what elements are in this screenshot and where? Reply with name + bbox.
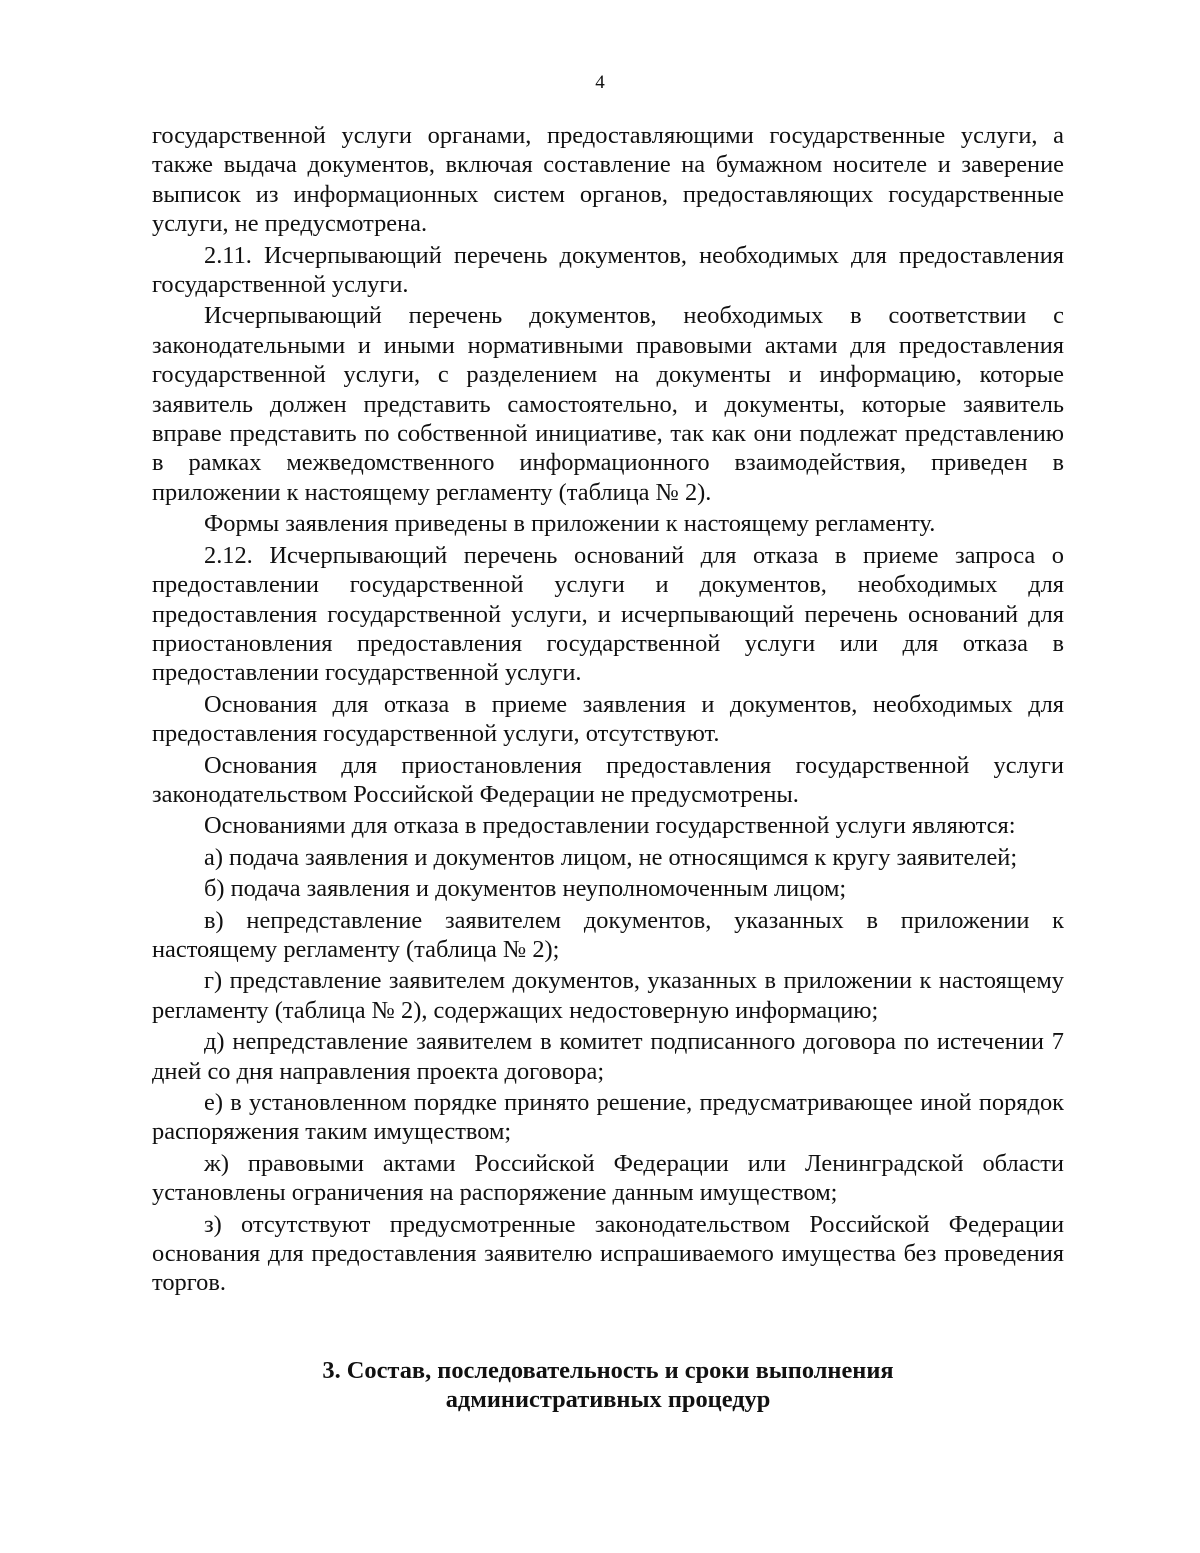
list-item: е) в установленном порядке принято решение, предусматривающее иной порядок распоряжения таким имуществом;: [152, 1089, 1064, 1146]
heading-line: 3. Состав, последовательность и сроки выполнения: [322, 1357, 894, 1384]
document-body: [152, 121, 1064, 1298]
paragraph: Основания для приостановления предоставления государственной услуги законодательством Российской Федерации не предусмотрены.: [152, 751, 1064, 808]
list-item: з) отсутствуют предусмотренные законодательством Российской Федерации основания для предоставления заявителю испрашиваемого имущества без проведения торгов.: [152, 1210, 1064, 1297]
paragraph: Формы заявления приведены в приложении к настоящему регламенту.: [204, 510, 936, 538]
list-item: д) непредставление заявителем в комитет подписанного договора по истечении 7 дней со дня направления проекта договора;: [152, 1028, 1064, 1085]
paragraph: Исчерпывающий перечень документов, необходимых в соответствии с законодательными и иными нормативными правовыми актами для предоставления государственной услуги, с разделением на документы и информацию, которые заявитель должен представить самостоятельно, и документы, которые заявитель вправе представить по собственной инициативе, так как они подлежат представлению в рамках межведомственного информационного взаимодействия, приведен в приложении к настоящему регламенту (таблица № 2).: [152, 302, 1064, 506]
list-item: б) подача заявления и документов неуполномоченным лицом;: [204, 875, 847, 903]
paragraph: Основаниями для отказа в предоставлении государственной услуги являются:: [204, 812, 1016, 840]
list-item: г) представление заявителем документов, указанных в приложении к настоящему регламенту (таблица № 2), содержащих недостоверную информацию;: [152, 967, 1064, 1024]
section-2-12-title: 2.12. Исчерпывающий перечень оснований для отказа в приеме запроса о предоставлении государственной услуги и документов, необходимых для предоставления государственной услуги, и исчерпывающий перечень оснований для приостановления предоставления государственной услуги или для отказа в предоставлении государственной услуги.: [152, 541, 1064, 687]
list-item: ж) правовыми актами Российской Федерации или Ленинградской области установлены ограничения на распоряжение данным имуществом;: [152, 1149, 1064, 1207]
section-3-heading: [152, 1356, 1064, 1415]
section-2-11-title: 2.11. Исчерпывающий перечень документов, необходимых для предоставления государственной услуги.: [152, 241, 1064, 299]
page-number: 4: [595, 72, 605, 93]
paragraph: Основания для отказа в приеме заявления и документов, необходимых для предоставления государственной услуги, отсутствуют.: [152, 690, 1064, 748]
list-item: в) непредставление заявителем документов, указанных в приложении к настоящему регламенту (таблица № 2);: [152, 906, 1064, 963]
list-item: а) подача заявления и документов лицом, не относящимся к кругу заявителей;: [204, 843, 1018, 871]
paragraph: государственной услуги органами, предоставляющими государственные услуги, а также выдача документов, включая составление на бумажном носителе и заверение выписок из информационных систем органов, предоставляющих государственные услуги, не предусмотрена.: [152, 122, 1064, 238]
heading-line: административных процедур: [445, 1386, 771, 1414]
